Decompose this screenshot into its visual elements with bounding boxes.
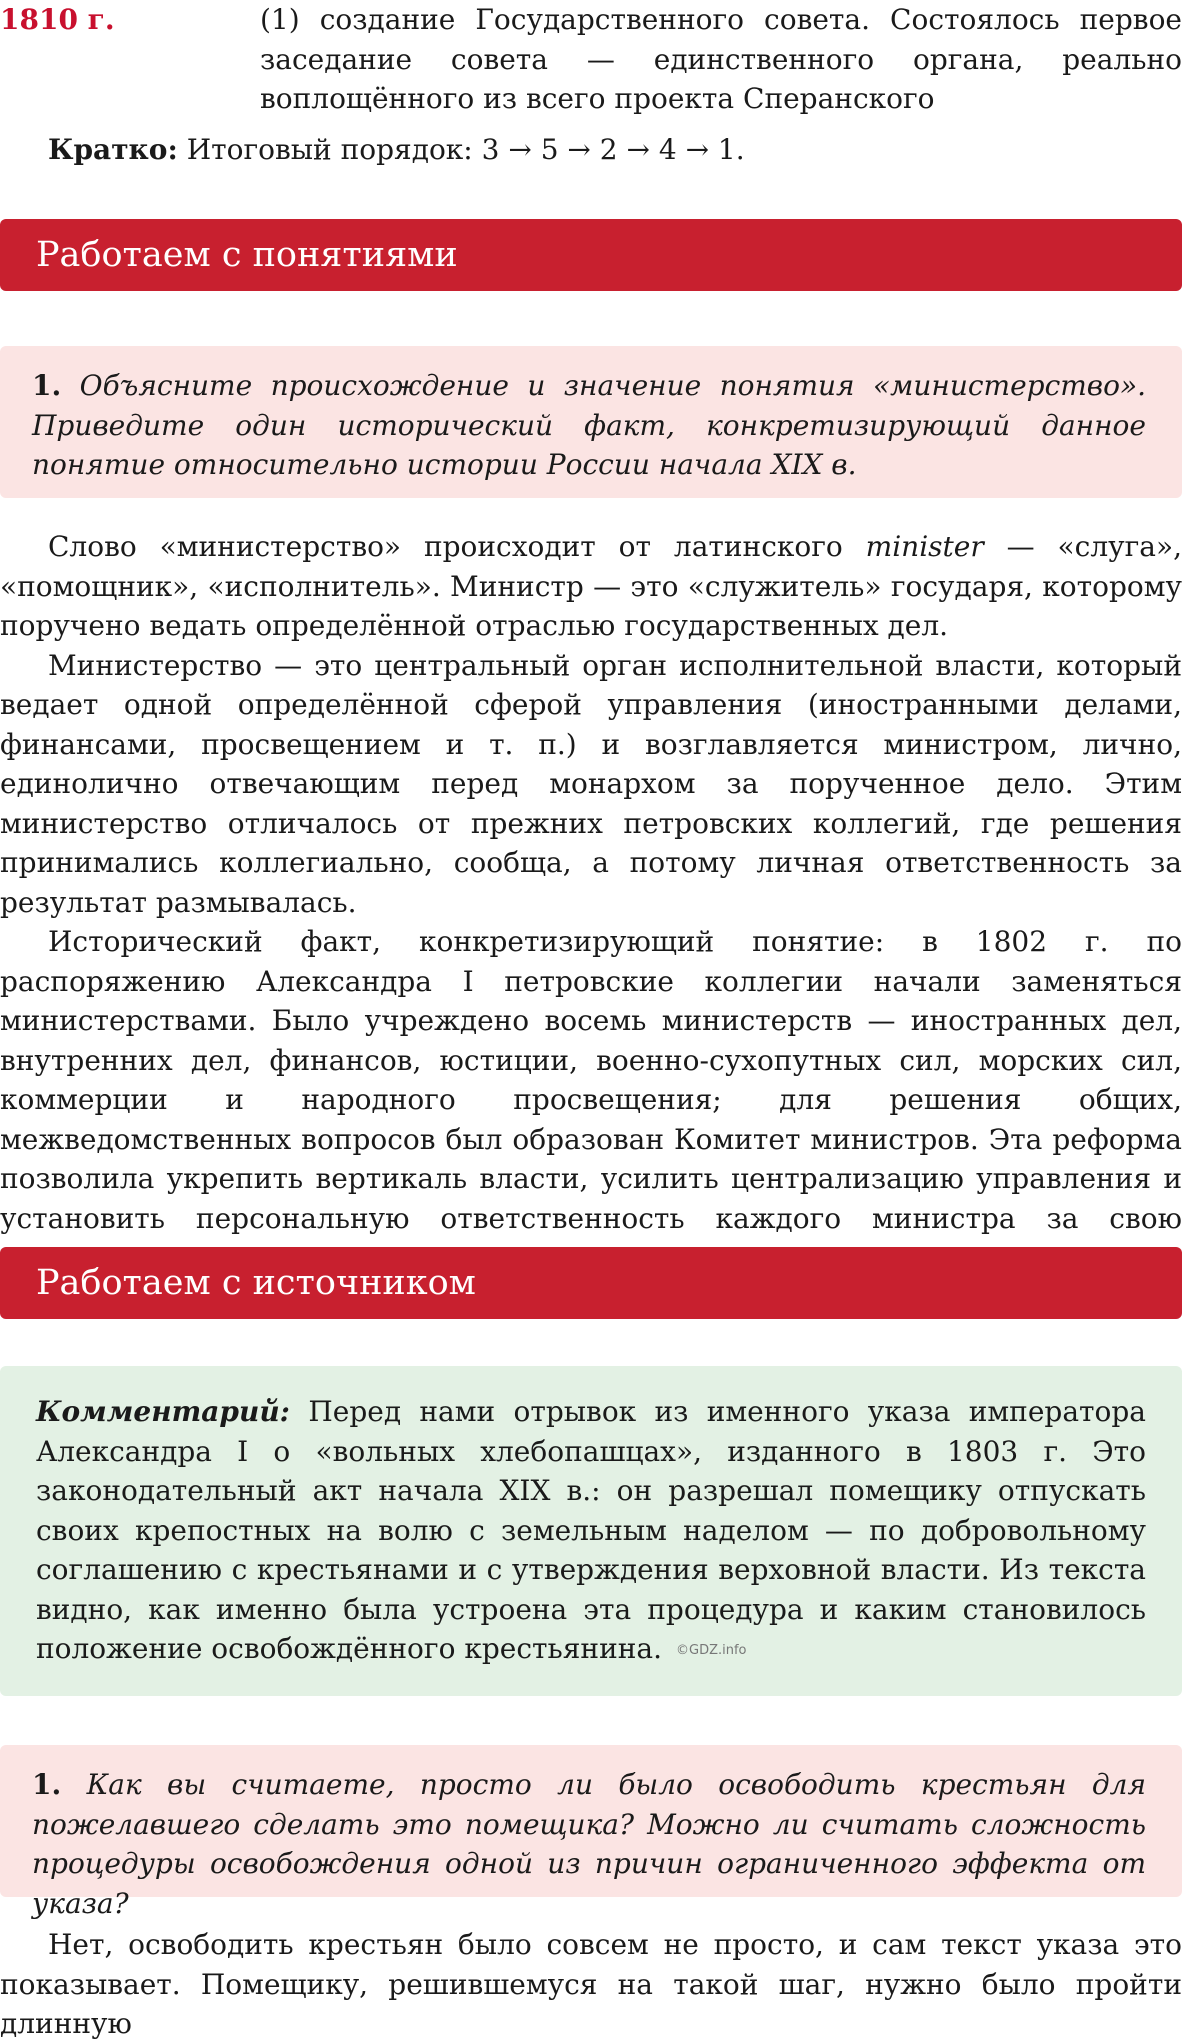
answer-paragraph-2: Министерство — это центральный орган исполнительной власти, который ведает одной определённой сферой управления (иностранными делами, финансами, просвещением и т. п.) и возглавляется министром, лично, единолично отвечающим перед монархом за порученное дело. Этим министерство отличалось от прежних петровских коллегий, где решения принимались коллегиально, сообща, а потому личная ответственность за результат размывалась. [0,648,1182,919]
answer-concepts [0,527,1182,1278]
question-box-source [0,1745,1182,1920]
section-header-source: Работаем с источником [0,1247,1182,1319]
answer-source [0,1925,1182,2044]
answer-paragraph-3: Исторический факт, конкретизирующий понятие: в 1802 г. по распоряжению Александра I петровские коллегии начали заменяться министерствами. Было учреждено восемь министерств — иностранных дел, внутренних дел, финансов, юстиции, военно-сухопутных сил, морских сил, коммерции и народного просвещения; для решения общих, межведомственных вопросов был образован Комитет министров. Эта реформа позволила укрепить вертикаль власти, усилить централизацию управления и установить персональную ответственность каждого министра за свою [0,925,1182,1235]
timeline-year: 1810 г. [0,3,115,36]
timeline-description: (1) создание Государственного совета. Состоялось первое заседание совета — единственного органа, реально воплощённого из всего проекта Сперанского [260,3,1182,115]
question-box-concepts [0,346,1182,498]
question-text: Как вы считаете, просто ли было освободить крестьян для пожелавшего сделать это помещика? Можно ли считать сложность процедуры освобождения одной из причин ограниченного эффекта от указа? [32,1768,1146,1920]
question-number: 1. [32,1768,62,1801]
summary-text: Итоговый порядок: 3 → 5 → 2 → 4 → 1. [186,133,745,166]
watermark-stamp: ©GDZ.info [676,1642,747,1658]
question-text: Объясните происхождение и значение понятия «министерство». Приведите один исторический факт, конкретизирующий данное понятие относительно истории России начала XIX в. [32,369,1146,481]
summary-label: Кратко: [48,133,178,166]
timeline-entry [0,0,1182,115]
question-number: 1. [32,369,62,402]
latin-word: minister [865,530,984,563]
comment-box [0,1366,1182,1696]
comment-label: Комментарий: [36,1395,291,1428]
comment-text: Перед нами отрывок из именного указа императора Александра I о «вольных хлебопашцах», изданного в 1803 г. Это законодательный акт начала XIX в.: он разрешал помещику отпускать своих крепостных на волю с земельным наделом — по добровольному соглашению с крестьянами и с утверждения верховной власти. Из текста видно, как именно была устроена эта процедура и каким становилось положение освобождённого крестьянина. [36,1395,1146,1665]
section-header-concepts: Работаем с понятиями [0,219,1182,291]
answer-paragraph-1: Слово «министерство» происходит от латинского minister — «слуга», «помощник», «исполнитель». Министр — это «служитель» государя, которому поручено ведать определённой отраслью государственных дел. [0,530,1182,642]
summary [0,130,1182,170]
answer-paragraph-1: Нет, освободить крестьян было совсем не просто, и сам текст указа это показывает. Помещику, решившемуся на такой шаг, нужно было пройти длинную [0,1928,1182,2040]
